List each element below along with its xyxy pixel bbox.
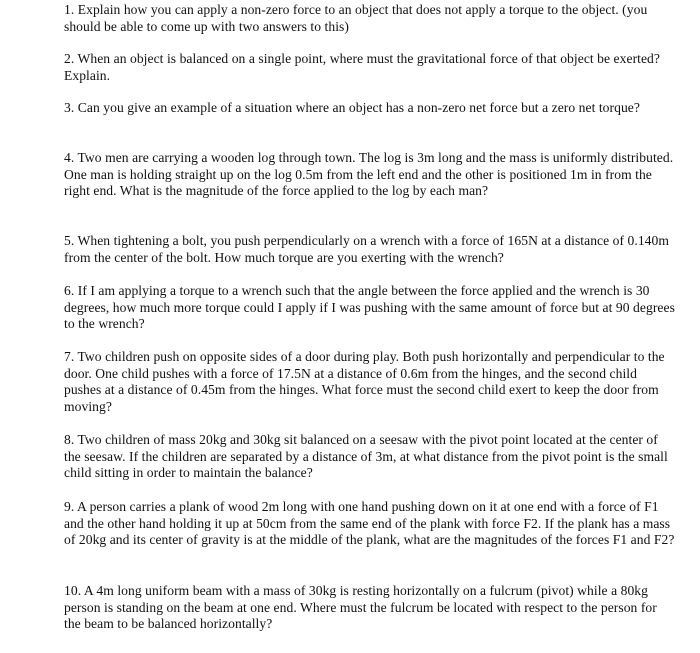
question-2 [64,51,676,84]
question-text: A person carries a plank of wood 2m long with one hand pushing down on it at one end with a force of F1 and the other hand holding it up at 50cm from the same end of the plank with force F2. If the plank has a mass of 20kg and its center of gravity is at the middle of the plank, what are the magnitudes of the forces F1 and F2? [64,499,675,547]
question-8 [64,432,676,482]
question-number: 9. [64,499,75,514]
question-text: Can you give an example of a situation where an object has a non-zero net force but a zero net torque? [77,100,640,115]
question-text: Explain how you can apply a non-zero force to an object that does not apply a torque to the object. (you should be able to come up with two answers to this) [64,2,648,34]
question-number: 8. [64,432,75,447]
question-7 [64,349,676,415]
question-number: 5. [64,233,75,248]
question-number: 1. [64,2,75,17]
question-number: 2. [64,51,75,66]
question-text: If I am applying a torque to a wrench such that the angle between the force applied and the wrench is 30 degrees, how much more torque could I apply if I was pushing with the same amount of force but at 90 degrees to the wrench? [64,283,675,331]
question-text: Two children push on opposite sides of a door during play. Both push horizontally and perpendicular to the door. One child pushes with a force of 17.5N at a distance of 0.6m from the hinges, and the second child pushes at a distance of 0.45m from the hinges. What force must the second child exert to keep the door from moving? [64,349,665,414]
question-text: When tightening a bolt, you push perpendicularly on a wrench with a force of 165N at a distance of 0.140m from the center of the bolt. How much torque are you exerting with the wrench? [64,233,669,265]
question-5 [64,233,676,266]
question-number: 7. [64,349,75,364]
question-text: Two men are carrying a wooden log through town. The log is 3m long and the mass is uniformly distributed. One man is holding straight up on the log 0.5m from the left end and the other is positioned 1m in from the right end. What is the magnitude of the force applied to the log by each man? [64,150,674,198]
question-10 [64,583,676,633]
question-text: When an object is balanced on a single point, where must the gravitational force of that object be exerted? Explain. [64,51,660,83]
question-number: 6. [64,283,75,298]
question-3 [64,100,676,117]
question-4 [64,150,676,200]
question-number: 4. [64,150,75,165]
question-text: A 4m long uniform beam with a mass of 30kg is resting horizontally on a fulcrum (pivot) while a 80kg person is standing on the beam at one end. Where must the fulcrum be located with respect to the person for the beam to be balanced horizontally? [64,583,657,631]
question-number: 10. [64,583,82,598]
question-1 [64,2,676,35]
question-6 [64,283,676,333]
question-number: 3. [64,100,75,115]
question-text: Two children of mass 20kg and 30kg sit balanced on a seesaw with the pivot point located at the center of the seesaw. If the children are separated by a distance of 3m, at what distance from the pivot point is the small child sitting in order to maintain the balance? [64,432,668,480]
question-9 [64,499,676,549]
